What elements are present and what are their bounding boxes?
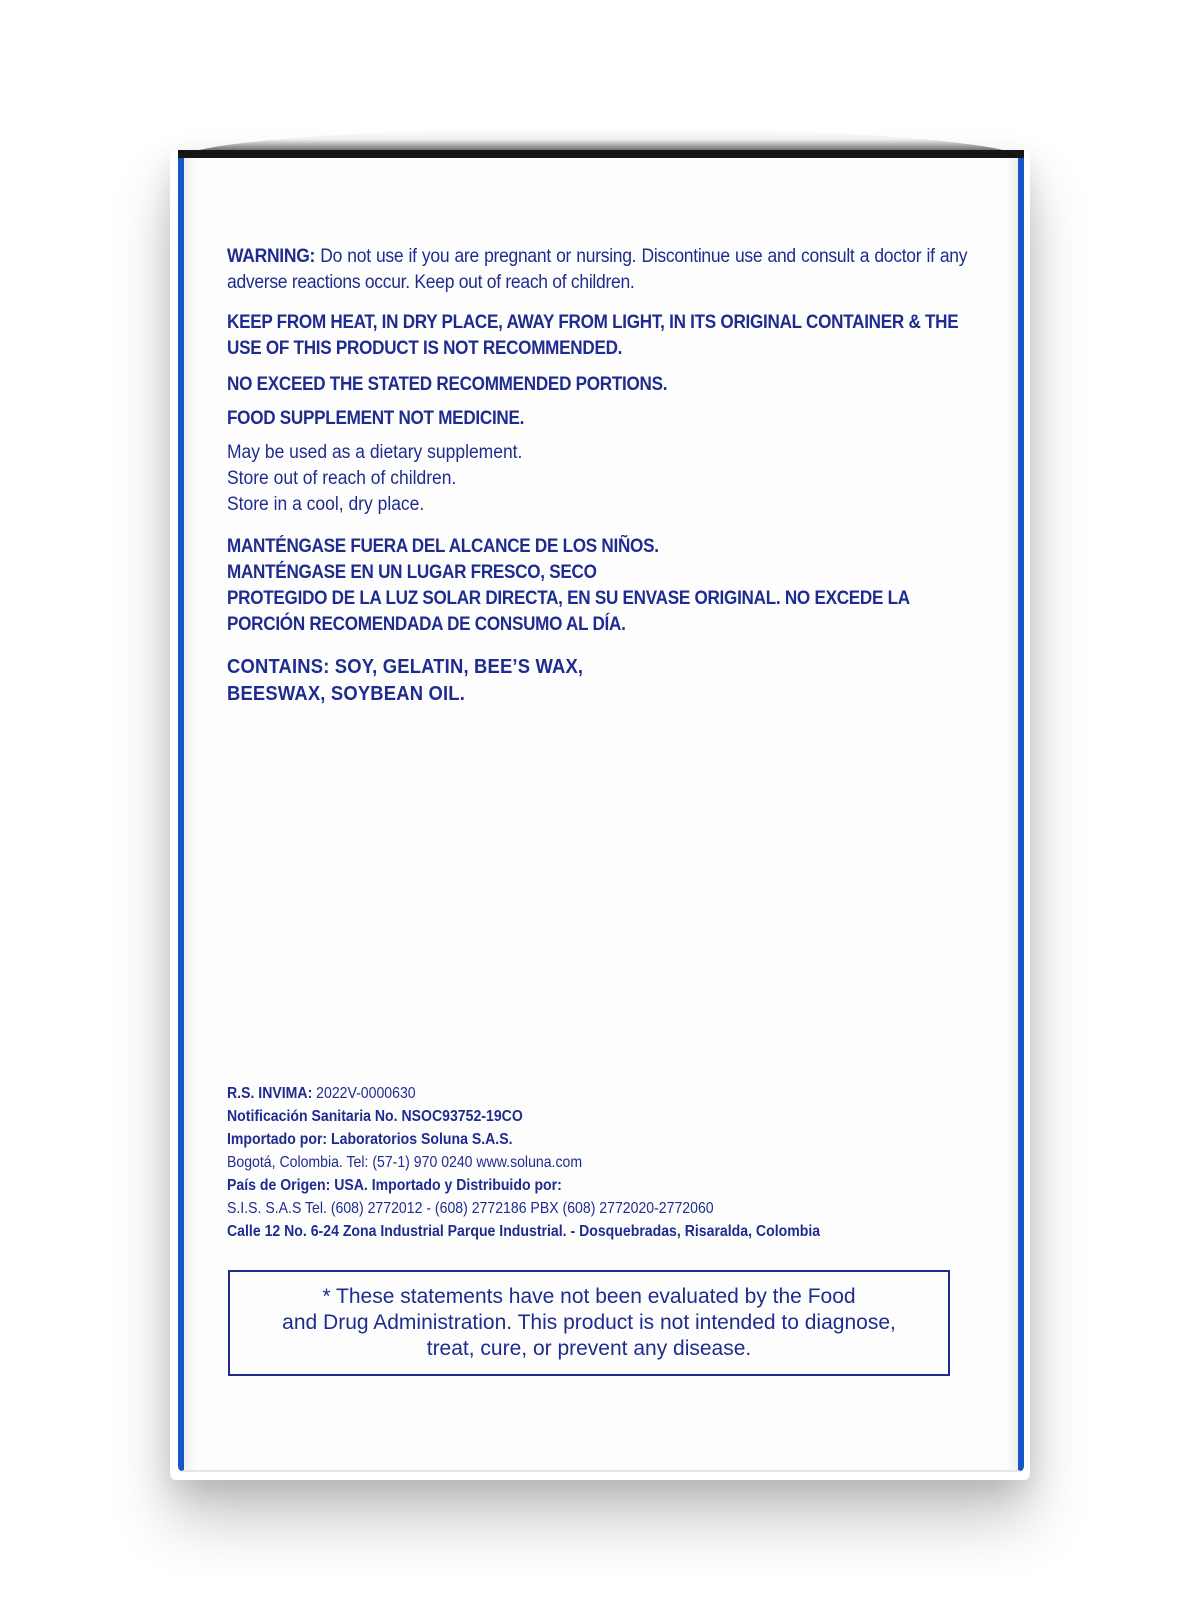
spanish-line: MANTÉNGASE EN UN LUGAR FRESCO, SECO [227,562,597,583]
importado-label: Importado por: [227,1131,328,1148]
notificacion-row: Notificación Sanitaria No. NSOC93752-19CO [227,1108,523,1125]
label-text-block [227,244,972,708]
warning-text: Do not use if you are pregnant or nursing. Discontinue use and consult a doctor if any adverse reactions occur. Keep out of reach of children. [227,246,968,293]
pais-value: USA. Importado y Distribuido por: [330,1177,562,1194]
sis-row: S.I.S. S.A.S Tel. (608) 2772012 - (608) 2772186 PBX (608) 2772020-2772060 [227,1200,714,1217]
spanish-line: MANTÉNGASE FUERA DEL ALCANCE DE LOS NIÑOS. [227,536,659,557]
spanish-notices [227,534,971,638]
package-side-panel [178,158,1024,1472]
usage-line: Store out of reach of children. [227,468,457,489]
bogota-row: Bogotá, Colombia. Tel: (57-1) 970 0240 www.soluna.com [227,1154,583,1171]
pais-label: País de Origen: [227,1177,331,1194]
notice-storage: KEEP FROM HEAT, IN DRY PLACE, AWAY FROM LIGHT, IN ITS ORIGINAL CONTAINER & THE USE OF THIS PRODUCT IS NOT RECOMMENDED. [227,312,959,359]
importado-row [227,1128,896,1151]
allergen-line: BEESWAX, SOYBEAN OIL. [227,683,465,705]
invima-row [227,1082,896,1105]
regulatory-info [227,1082,896,1243]
usage-lines [227,440,967,518]
invima-label: R.S. INVIMA: [227,1085,313,1102]
warning-label: WARNING: [227,246,316,267]
notice-supplement: FOOD SUPPLEMENT NOT MEDICINE. [227,408,525,429]
notice-portions: NO EXCEED THE STATED RECOMMENDED PORTIONS. [227,374,668,395]
spanish-line: PROTEGIDO DE LA LUZ SOLAR DIRECTA, EN SU ENVASE ORIGINAL. NO EXCEDE LA PORCIÓN RECOMENDADA DE CONSUMO AL DÍA. [227,588,910,635]
importado-value: Laboratorios Soluna S.A.S. [327,1131,513,1148]
pais-row [227,1174,896,1197]
panel-left-shade [184,158,196,1470]
invima-value: 2022V-0000630 [312,1085,416,1102]
usage-line: May be used as a dietary supplement. [227,442,523,463]
calle-row: Calle 12 No. 6-24 Zona Industrial Parque Industrial. - Dosquebradas, Risaralda, Colombia [227,1223,821,1240]
disclaimer-line: treat, cure, or prevent any disease. [426,1337,752,1360]
panel-right-shade [1006,158,1018,1470]
allergen-statement [227,654,912,708]
warning-paragraph [227,244,967,296]
usage-line: Store in a cool, dry place. [227,494,425,515]
allergen-line: CONTAINS: SOY, GELATIN, BEE’S WAX, [227,656,584,678]
disclaimer-line: * These statements have not been evaluated by the Food [322,1285,856,1308]
disclaimer-line: and Drug Administration. This product is not intended to diagnose, [282,1311,896,1334]
fda-disclaimer-box [228,1270,950,1376]
